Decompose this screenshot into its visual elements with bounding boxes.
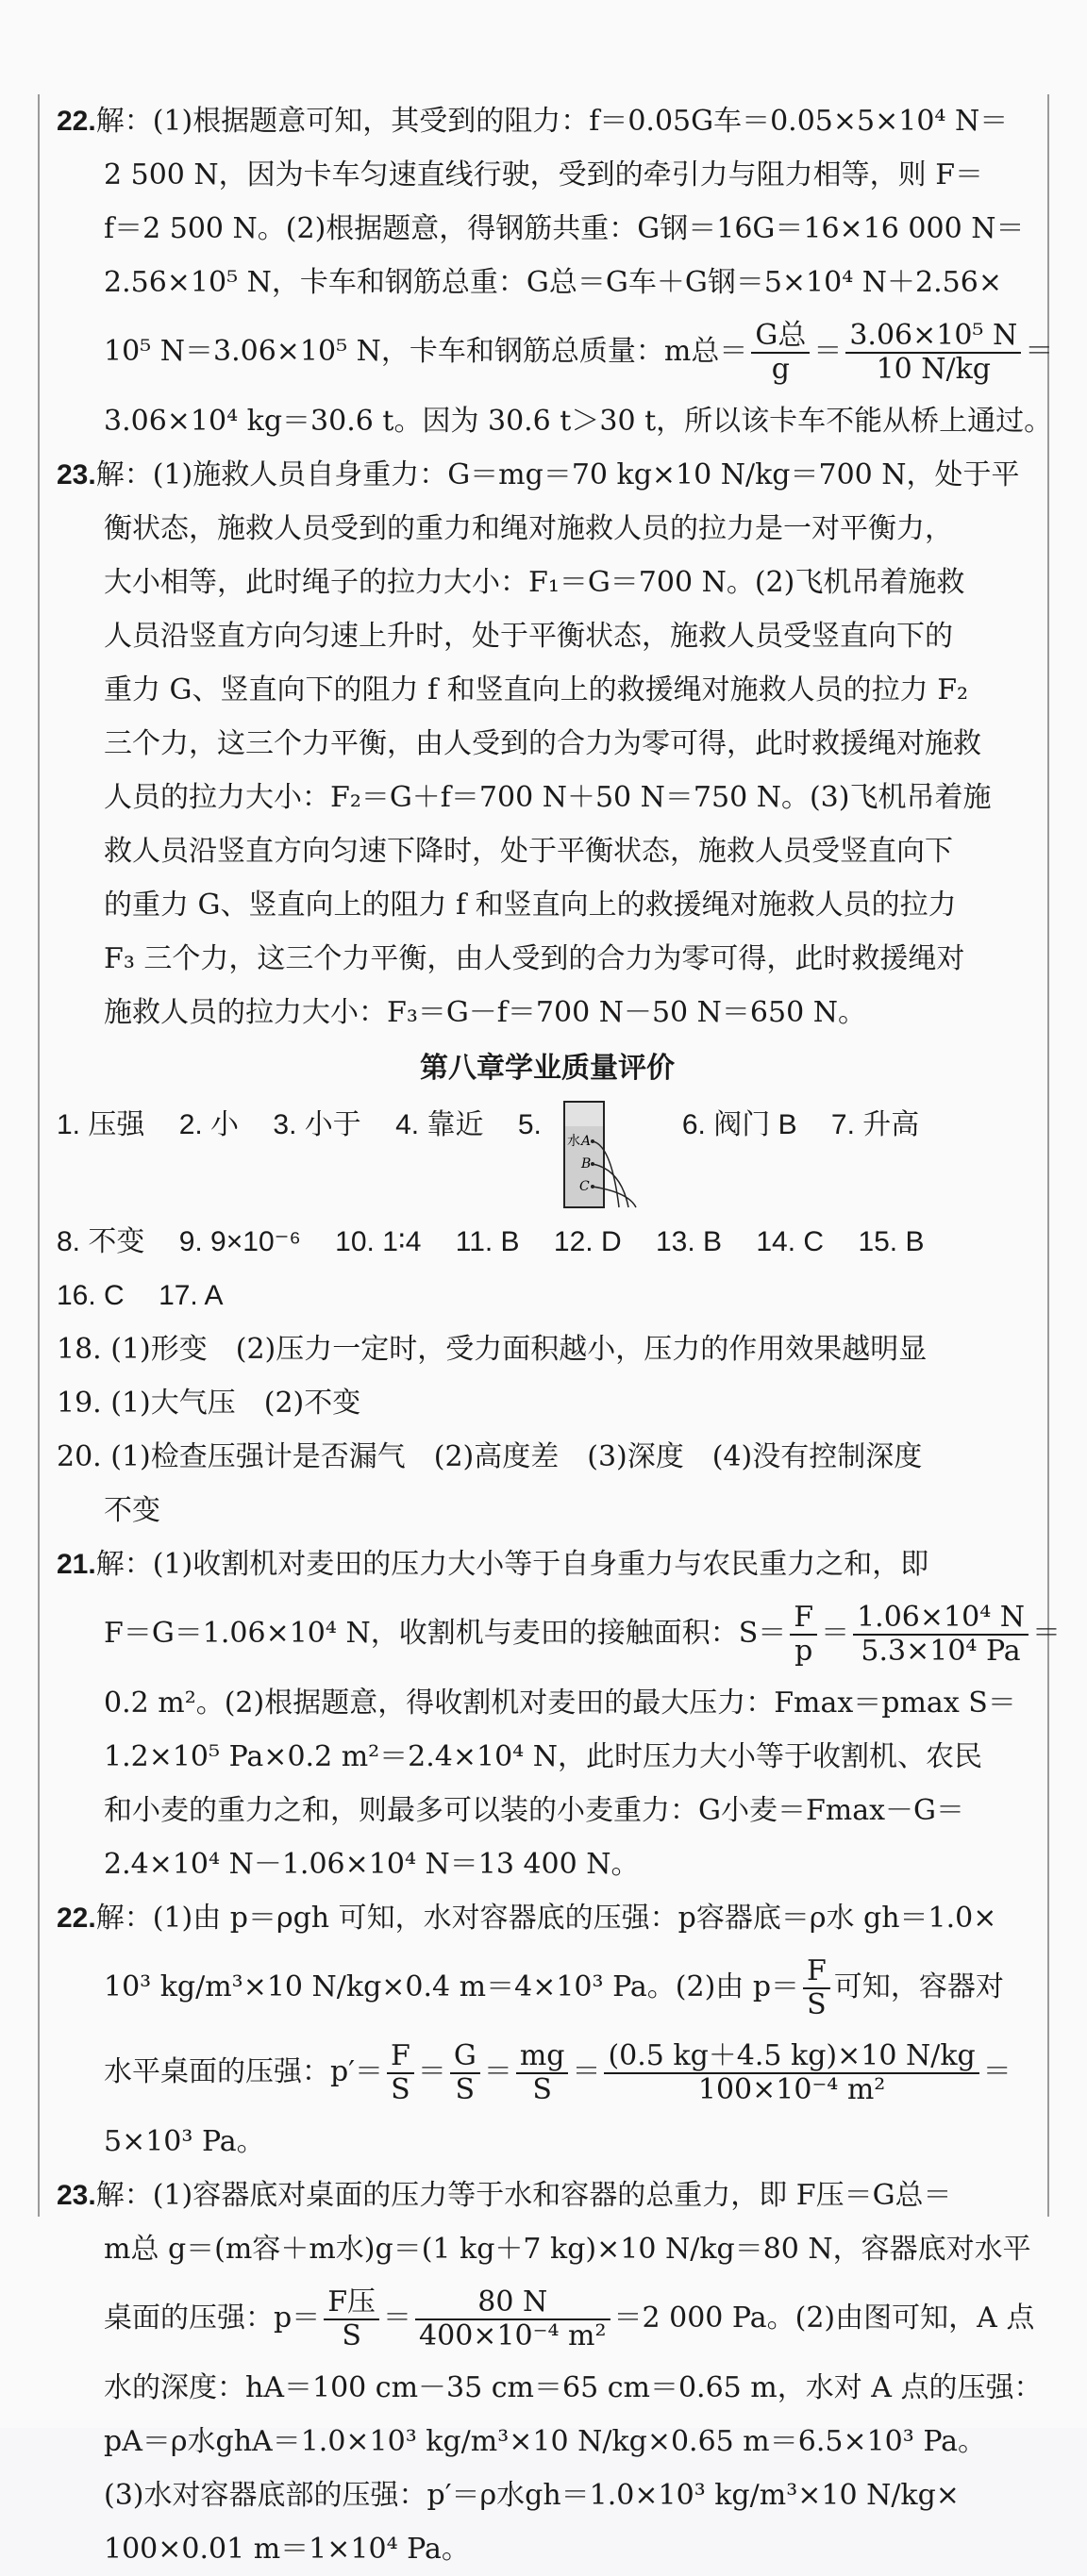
denominator: p [794, 1635, 813, 1668]
point-c-label: C [579, 1179, 590, 1194]
answer-6: 6. 阀门 B [681, 1109, 797, 1140]
numerator: F [803, 1955, 830, 1989]
answer-14: 14. C [756, 1226, 825, 1257]
numerator: 80 N [415, 2286, 610, 2320]
answer-17: 17. A [159, 1280, 224, 1311]
numerator: (0.5 kg＋4.5 kg)×10 N/kg [604, 2040, 978, 2074]
q22-line-2 [57, 148, 1038, 202]
fraction [415, 2286, 610, 2352]
answer-3: 3. 小于 [273, 1109, 361, 1140]
q23b-line-5 [57, 2415, 1038, 2468]
q23-line-11 [57, 986, 1038, 1039]
q21-line-6 [57, 1837, 1038, 1891]
text: 可知，容器对 [833, 1970, 1004, 2003]
q22b-line-2 [57, 1945, 1038, 2030]
text: 大小相等，此时绳子的拉力大小：F₁＝G＝700 N。(2)飞机吊着施救 [104, 566, 965, 599]
q23b-line-7 [57, 2522, 1038, 2576]
answers-row-1 [57, 1098, 1038, 1215]
text: 解：(1)容器底对桌面的压力等于水和容器的总重力，即 F压＝G总＝ [95, 2179, 952, 2212]
text: 3.06×10⁴ kg＝30.6 t。因为 30.6 t＞30 t，所以该卡车不能从桥上通过。 [104, 405, 1053, 438]
q23-line-9 [57, 878, 1038, 932]
text: 2 500 N，因为卡车匀速直线行驶，受到的牵引力与阻力相等，则 F＝ [104, 158, 984, 191]
text: 的重力 G、竖直向上的阻力 f 和竖直向上的救援绳对施救人员的拉力 [104, 889, 957, 922]
container-pressure-figure [555, 1098, 640, 1211]
text: 重力 G、竖直向下的阻力 f 和竖直向上的救援绳对施救人员的拉力 F₂ [104, 673, 969, 706]
answer-20 [57, 1430, 1038, 1484]
text: 2.4×10⁴ N－1.06×10⁴ N＝13 400 N。 [104, 1848, 640, 1881]
q23b-line-6 [57, 2468, 1038, 2522]
text: 100×0.01 m＝1×10⁴ Pa。 [104, 2533, 470, 2566]
text: 解：(1)由 p＝ρgh 可知，水对容器底的压强：p容器底＝ρ水 gh＝1.0× [95, 1902, 997, 1935]
q23-line-10 [57, 932, 1038, 986]
point-a-label: A [581, 1134, 592, 1149]
numerator: F [387, 2040, 414, 2074]
text: 三个力，这三个力平衡，由人受到的合力为零可得，此时救援绳对施救 [104, 727, 981, 760]
q23-line-8 [57, 824, 1038, 878]
denominator: S [342, 2319, 361, 2352]
water-label: 水 [567, 1134, 581, 1149]
q21-line-5 [57, 1784, 1038, 1837]
text: ＝ [982, 2055, 1012, 2088]
text: 10³ kg/m³×10 N/kg×0.4 m＝4×10³ Pa。(2)由 p＝ [104, 1970, 800, 2003]
answers-row-3 [57, 1269, 1038, 1322]
text: 解：(1)收割机对麦田的压力大小等于自身重力与农民重力之和，即 [95, 1548, 929, 1581]
denominator: S [532, 2073, 552, 2106]
chapter-title: 第八章学业质量评价 [420, 1053, 675, 1084]
answer-1: 1. 压强 [57, 1109, 145, 1140]
page-content [57, 94, 1062, 2576]
text: 人员的拉力大小：F₂＝G＋f＝700 N＋50 N＝750 N。(3)飞机吊着施 [104, 781, 992, 814]
text: F₃ 三个力，这三个力平衡，由人受到的合力为零可得，此时救援绳对 [104, 942, 965, 975]
text: 水平桌面的压强：p′＝ [104, 2055, 384, 2088]
fraction [450, 2040, 480, 2106]
answer-9: 9. 9×10⁻⁶ [178, 1226, 301, 1257]
numerator: mg [516, 2040, 569, 2074]
question-number: 23. [57, 2180, 96, 2211]
text: 不变 [104, 1494, 160, 1527]
answer-8: 8. 不变 [57, 1226, 145, 1257]
denominator: S [807, 1988, 827, 2021]
q23-line-1 [57, 448, 1038, 502]
fraction [604, 2040, 978, 2106]
question-number: 22. [57, 106, 96, 137]
answers-row-2 [57, 1215, 1038, 1269]
fraction [516, 2040, 569, 2106]
text: f＝2 500 N。(2)根据题意，得钢筋共重：G钢＝16G＝16×16 000 N＝ [104, 212, 1025, 245]
point-b-label: B [581, 1156, 592, 1172]
q22b-line-1 [57, 1891, 1038, 1945]
fraction [803, 1955, 830, 2021]
text: 解：(1)根据题意可知，其受到的阻力：f＝0.05G车＝0.05×5×10⁴ N＝ [95, 105, 1009, 138]
numerator: F [790, 1602, 817, 1636]
question-number: 21. [57, 1549, 96, 1580]
answer-13: 13. B [655, 1226, 723, 1257]
answer-4: 4. 靠近 [395, 1109, 484, 1140]
q23b-line-1 [57, 2169, 1038, 2222]
fraction [845, 320, 1021, 386]
text: pA＝ρ水ghA＝1.0×10³ kg/m³×10 N/kg×0.65 m＝6.5×10³ Pa。 [104, 2425, 987, 2458]
q23b-line-2 [57, 2222, 1038, 2276]
text: 救人员沿竖直方向匀速下降时，处于平衡状态，施救人员受竖直向下 [104, 835, 953, 868]
text: 20. (1)检查压强计是否漏气 (2)高度差 (3)深度 (4)没有控制深度 [57, 1440, 923, 1473]
text: 水的深度：hA＝100 cm－35 cm＝65 cm＝0.65 m，水对 A 点的压强： [104, 2371, 1043, 2404]
q23-line-5 [57, 663, 1038, 717]
q22-line-4 [57, 256, 1038, 309]
q22b-line-3 [57, 2030, 1038, 2115]
question-number: 23. [57, 459, 96, 490]
fraction [387, 2040, 414, 2106]
text: 0.2 m²。(2)根据题意，得收割机对麦田的最大压力：Fmax＝pmax S＝ [104, 1687, 1016, 1720]
answer-11: 11. B [455, 1226, 520, 1257]
answer-15: 15. B [858, 1226, 925, 1257]
fraction [751, 320, 810, 386]
q23-line-2 [57, 502, 1038, 556]
q22-line-1 [57, 94, 1038, 148]
q23-line-4 [57, 609, 1038, 663]
denominator: 400×10⁻⁴ m² [419, 2319, 607, 2352]
q22-line-5 [57, 309, 1054, 394]
left-margin-rule [38, 94, 40, 2217]
text: ＝ [813, 335, 843, 368]
q21-line-2 [57, 1591, 1062, 1676]
fraction [790, 1602, 817, 1668]
text: ＝ [1025, 335, 1054, 368]
denominator: g [771, 353, 790, 386]
text: ＝ [1032, 1617, 1062, 1650]
text: 2.56×10⁵ N，卡车和钢筋总重：G总＝G车＋G钢＝5×10⁴ N＋2.56× [104, 266, 1002, 299]
numerator: 3.06×10⁵ N [845, 320, 1021, 354]
text: m总 g＝(m容＋m水)g＝(1 kg＋7 kg)×10 N/kg＝80 N，容器底对水平 [104, 2233, 1031, 2266]
text: F＝G＝1.06×10⁴ N，收割机与麦田的接触面积：S＝ [104, 1617, 787, 1650]
q23-line-3 [57, 556, 1038, 609]
denominator: 100×10⁻⁴ m² [697, 2073, 886, 2106]
answer-19 [57, 1376, 1038, 1430]
text: 5×10³ Pa。 [104, 2125, 265, 2158]
text: ＝ [483, 2055, 512, 2088]
text: 人员沿竖直方向匀速上升时，处于平衡状态，施救人员受竖直向下的 [104, 620, 953, 653]
numerator: F压 [324, 2286, 379, 2320]
text: 衡状态，施救人员受到的重力和绳对施救人员的拉力是一对平衡力， [104, 512, 953, 545]
numerator: G总 [751, 320, 810, 354]
q21-line-1 [57, 1537, 1038, 1591]
text: ＝ [821, 1617, 850, 1650]
text: 和小麦的重力之和，则最多可以装的小麦重力：G小麦＝Fmax－G＝ [104, 1794, 964, 1827]
text: ＝ [572, 2055, 601, 2088]
fraction [324, 2286, 379, 2352]
answer-10: 10. 1∶4 [335, 1226, 422, 1257]
q23-line-6 [57, 717, 1038, 771]
text: 1.2×10⁵ Pa×0.2 m²＝2.4×10⁴ N，此时压力大小等于收割机、农民 [104, 1740, 982, 1773]
answer-20-cont [57, 1484, 1038, 1537]
answer-5: 5. [517, 1109, 542, 1140]
text: ＝2 000 Pa。(2)由图可知，A 点 [613, 2302, 1035, 2335]
denominator: 5.3×10⁴ Pa [861, 1635, 1021, 1668]
denominator: S [455, 2073, 476, 2106]
q21-line-3 [57, 1676, 1038, 1730]
answer-16: 16. C [57, 1280, 125, 1311]
text: 18. (1)形变 (2)压力一定时，受力面积越小，压力的作用效果越明显 [57, 1333, 928, 1366]
fraction [853, 1602, 1028, 1668]
text: (3)水对容器底部的压强：p′＝ρ水gh＝1.0×10³ kg/m³×10 N/kg× [104, 2479, 960, 2512]
answer-12: 12. D [553, 1226, 622, 1257]
text: ＝ [417, 2055, 446, 2088]
question-number: 22. [57, 1903, 96, 1934]
answer-18 [57, 1322, 1038, 1376]
q23-line-7 [57, 771, 1038, 824]
q23b-line-3 [57, 2276, 1038, 2361]
text: ＝ [383, 2302, 412, 2335]
text: 施救人员的拉力大小：F₃＝G－f＝700 N－50 N＝650 N。 [104, 996, 866, 1029]
denominator: S [391, 2073, 410, 2106]
q22b-line-4 [57, 2115, 1038, 2169]
numerator: G [450, 2040, 480, 2074]
text: 解：(1)施救人员自身重力：G＝mg＝70 kg×10 N/kg＝700 N，处于平 [95, 458, 1020, 491]
q21-line-4 [57, 1730, 1038, 1784]
numerator: 1.06×10⁴ N [853, 1602, 1028, 1636]
q22-line-6 [57, 394, 1053, 448]
answer-2: 2. 小 [178, 1109, 240, 1140]
text: 19. (1)大气压 (2)不变 [57, 1387, 361, 1420]
answer-7: 7. 升高 [830, 1109, 920, 1140]
denominator: 10 N/kg [876, 353, 992, 386]
text: 10⁵ N＝3.06×10⁵ N，卡车和钢筋总质量：m总＝ [104, 335, 748, 368]
text: 桌面的压强：p＝ [104, 2302, 321, 2335]
q23b-line-4 [57, 2361, 1043, 2415]
q22-line-3 [57, 202, 1038, 256]
